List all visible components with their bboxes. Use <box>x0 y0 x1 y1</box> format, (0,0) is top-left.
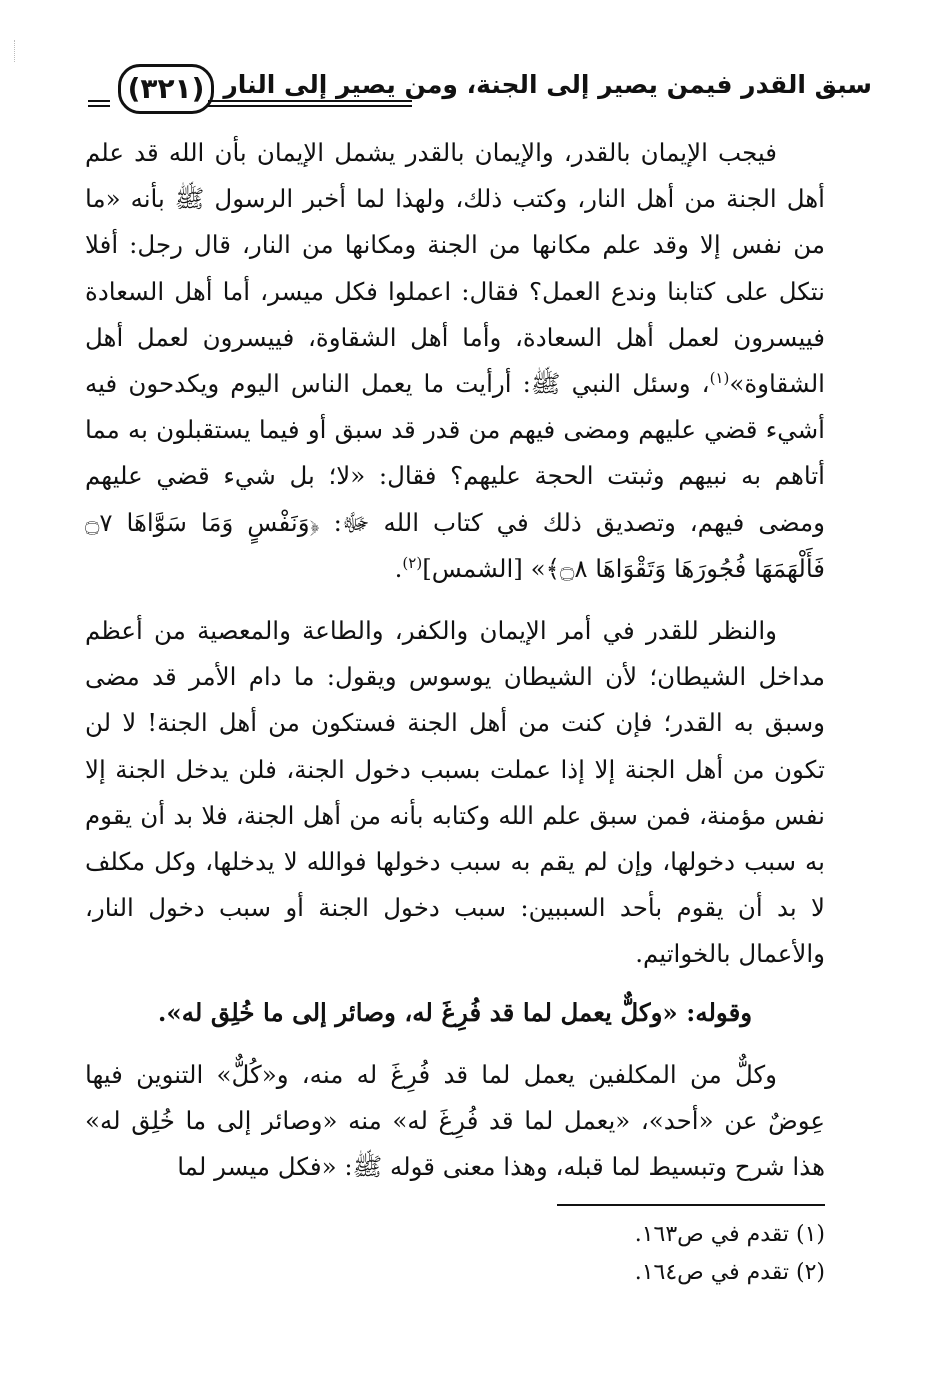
footnote: (٢) تقدم في ص١٦٤. <box>634 1260 825 1285</box>
chapter-title: سبق القدر فيمن يصير إلى الجنة، ومن يصير إلى النار <box>223 70 872 99</box>
paragraph: وكلٌّ من المكلفين يعمل لما قد فُرِغَ له منه، و«كُلٌّ» التنوين فيها عِوضٌ عن «أحد»، «يعمل لما قد فُرِغَ له» منه «وصائر إلى ما خُلِق له» هذا شرح وتبسيط لما قبله، وهذا معنى قوله ﷺ: «فكل ميسر لما <box>85 1059 825 1182</box>
paragraph-text: فيجب الإيمان بالقدر، والإيمان بالقدر يشمل الإيمان بأن الله قد علم أهل الجنة من أهل النار، وكتب ذلك، ولهذا لما أخبر الرسول ﷺ بأنه «ما من نفس إلا وقد علم مكانها من الجنة ومكانها من النار، قال رجل: أفلا نتكل على كتابنا وندع العمل؟ فقال: اعملوا فكل ميسر، أما أهل السعادة فييسرون لعمل أهل السعادة، وأما أهل الشقاوة، فييسرون لعمل أهل الشقاوة» <box>85 138 825 399</box>
paragraph <box>85 130 825 592</box>
footnotes <box>85 1216 825 1292</box>
header-rule <box>208 100 412 107</box>
paragraph-text: ، وسئل النبي ﷺ: أرأيت ما يعمل الناس اليوم ويكدحون فيه أشيء قضي عليهم ومضى فيهم من قدر قد سبق أو فيما يستقبلون به مما أتاهم به نبيهم وثبتت الحجة عليهم؟ فقال: «لا؛ بل شيء قضي عليهم ومضى فيهم، وتصديق ذلك في كتاب الله ﷻ: ﴿وَنَفْسٍ وَمَا سَوَّاهَا ۝٧ فَأَلْهَمَهَا فُجُورَهَا وَتَقْوَاهَا ۝٨﴾» [الشمس] <box>85 369 825 583</box>
running-header <box>88 62 872 112</box>
quoted-text: وقوله: «وكلٌّ يعمل لما قد فُرِغَ له، وصائر إلى ما خُلِق له». <box>157 997 753 1027</box>
footnote-ref[interactable]: (٢) <box>402 553 423 572</box>
footnote-divider <box>557 1204 825 1206</box>
main-text <box>85 130 825 1190</box>
scan-edge-mark <box>14 40 17 62</box>
page-number: (٣٢١) <box>118 64 214 114</box>
paragraph: والنظر للقدر في أمر الإيمان والكفر، والطاعة والمعصية من أعظم مداخل الشيطان؛ لأن الشيطان يوسوس ويقول: ما دام الأمر قد مضى وسبق به القدر؛ فإن كنت من أهل الجنة فستكون من أهل الجنة! لا لن تكون من أهل الجنة إلا إذا عملت بسبب دخول الجنة، فلن يدخل الجنة إلا نفس مؤمنة، فمن سبق علم الله وكتابه بأنه من أهل الجنة، فلا بد أن يقوم به سبب دخولها، وإن لم يقم به سبب دخولها فوالله لا يدخلها، وكل مكلف لا بد أن يقوم بأحد السببين: سبب دخول الجنة أو سبب دخول النار، والأعمال بالخواتيم. <box>85 616 825 969</box>
header-rule-left <box>88 100 110 107</box>
paragraph-text: . <box>394 553 403 583</box>
footnote: (١) تقدم في ص١٦٣. <box>634 1222 825 1247</box>
footnote-ref[interactable]: (١) <box>709 368 730 387</box>
